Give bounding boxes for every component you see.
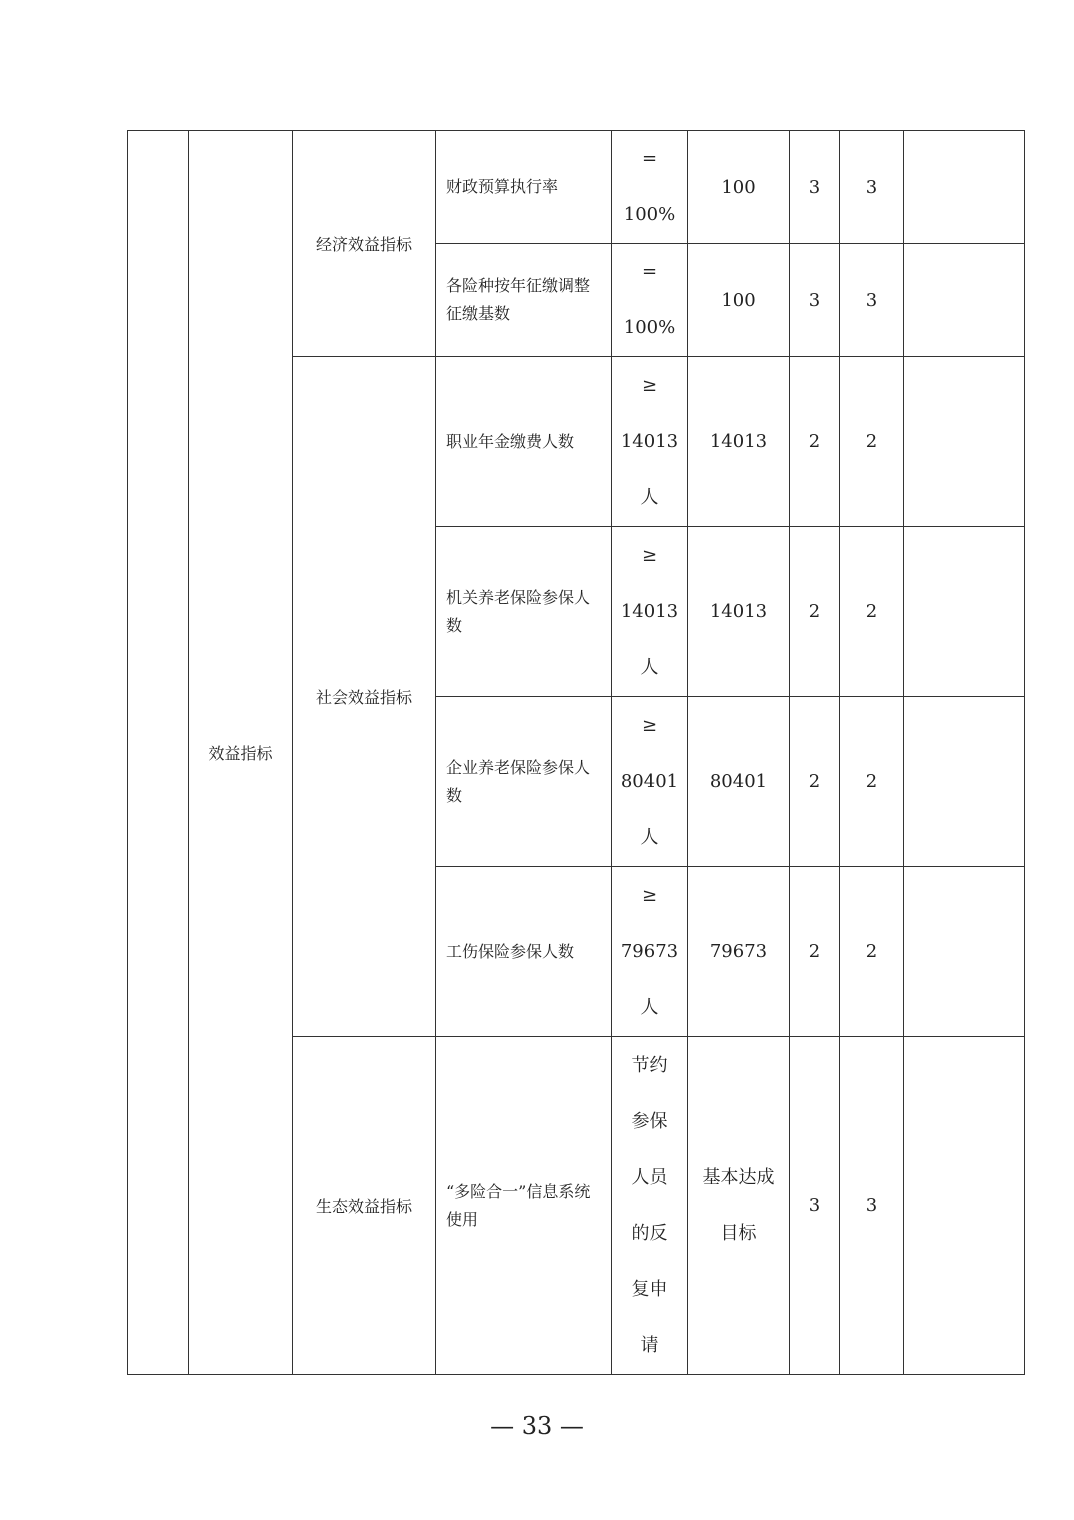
score-cell: 3 xyxy=(840,244,904,357)
score-cell: 2 xyxy=(840,357,904,527)
weight-cell: 2 xyxy=(790,867,840,1037)
note-cell xyxy=(904,527,1025,697)
actual-value-cell: 基本达成 目标 xyxy=(688,1037,790,1375)
target-value-cell: ≥ 79673 人 xyxy=(612,867,688,1037)
weight-cell: 3 xyxy=(790,244,840,357)
target-value-cell: = 100% xyxy=(612,244,688,357)
performance-indicator-table xyxy=(127,130,1025,1375)
weight-cell: 2 xyxy=(790,697,840,867)
weight-cell: 2 xyxy=(790,527,840,697)
target-value-cell: ≥ 14013 人 xyxy=(612,527,688,697)
level1-indicator-cell: 效益指标 xyxy=(189,131,293,1375)
weight-cell: 3 xyxy=(790,131,840,244)
page-number: — 33 — xyxy=(490,1412,584,1440)
target-value-cell: = 100% xyxy=(612,131,688,244)
indicator-name-cell: 工伤保险参保人数 xyxy=(436,867,612,1037)
target-value-cell: ≥ 14013 人 xyxy=(612,357,688,527)
actual-value-cell: 100 xyxy=(688,131,790,244)
weight-cell: 2 xyxy=(790,357,840,527)
note-cell xyxy=(904,867,1025,1037)
indicator-name-cell: 机关养老保险参保人数 xyxy=(436,527,612,697)
target-value-cell: 节约 参保 人员 的反 复申 请 xyxy=(612,1037,688,1375)
note-cell xyxy=(904,131,1025,244)
actual-value-cell: 14013 xyxy=(688,527,790,697)
target-value-cell: ≥ 80401 人 xyxy=(612,697,688,867)
actual-value-cell: 100 xyxy=(688,244,790,357)
weight-cell: 3 xyxy=(790,1037,840,1375)
actual-value-cell: 79673 xyxy=(688,867,790,1037)
score-cell: 3 xyxy=(840,131,904,244)
actual-value-cell: 14013 xyxy=(688,357,790,527)
note-cell xyxy=(904,244,1025,357)
note-cell xyxy=(904,1037,1025,1375)
note-cell xyxy=(904,357,1025,527)
table-row xyxy=(128,131,1025,244)
indicator-name-cell: “多险合一”信息系统使用 xyxy=(436,1037,612,1375)
actual-value-cell: 80401 xyxy=(688,697,790,867)
score-cell: 2 xyxy=(840,527,904,697)
score-cell: 2 xyxy=(840,697,904,867)
score-cell: 3 xyxy=(840,1037,904,1375)
note-cell xyxy=(904,697,1025,867)
level2-indicator-cell: 生态效益指标 xyxy=(293,1037,436,1375)
level2-indicator-cell: 经济效益指标 xyxy=(293,131,436,357)
indicator-name-cell: 职业年金缴费人数 xyxy=(436,357,612,527)
indicator-name-cell: 财政预算执行率 xyxy=(436,131,612,244)
indicator-name-cell: 企业养老保险参保人数 xyxy=(436,697,612,867)
score-cell: 2 xyxy=(840,867,904,1037)
level2-indicator-cell: 社会效益指标 xyxy=(293,357,436,1037)
indicator-name-cell: 各险种按年征缴调整征缴基数 xyxy=(436,244,612,357)
blank-first-column-cell xyxy=(128,131,189,1375)
